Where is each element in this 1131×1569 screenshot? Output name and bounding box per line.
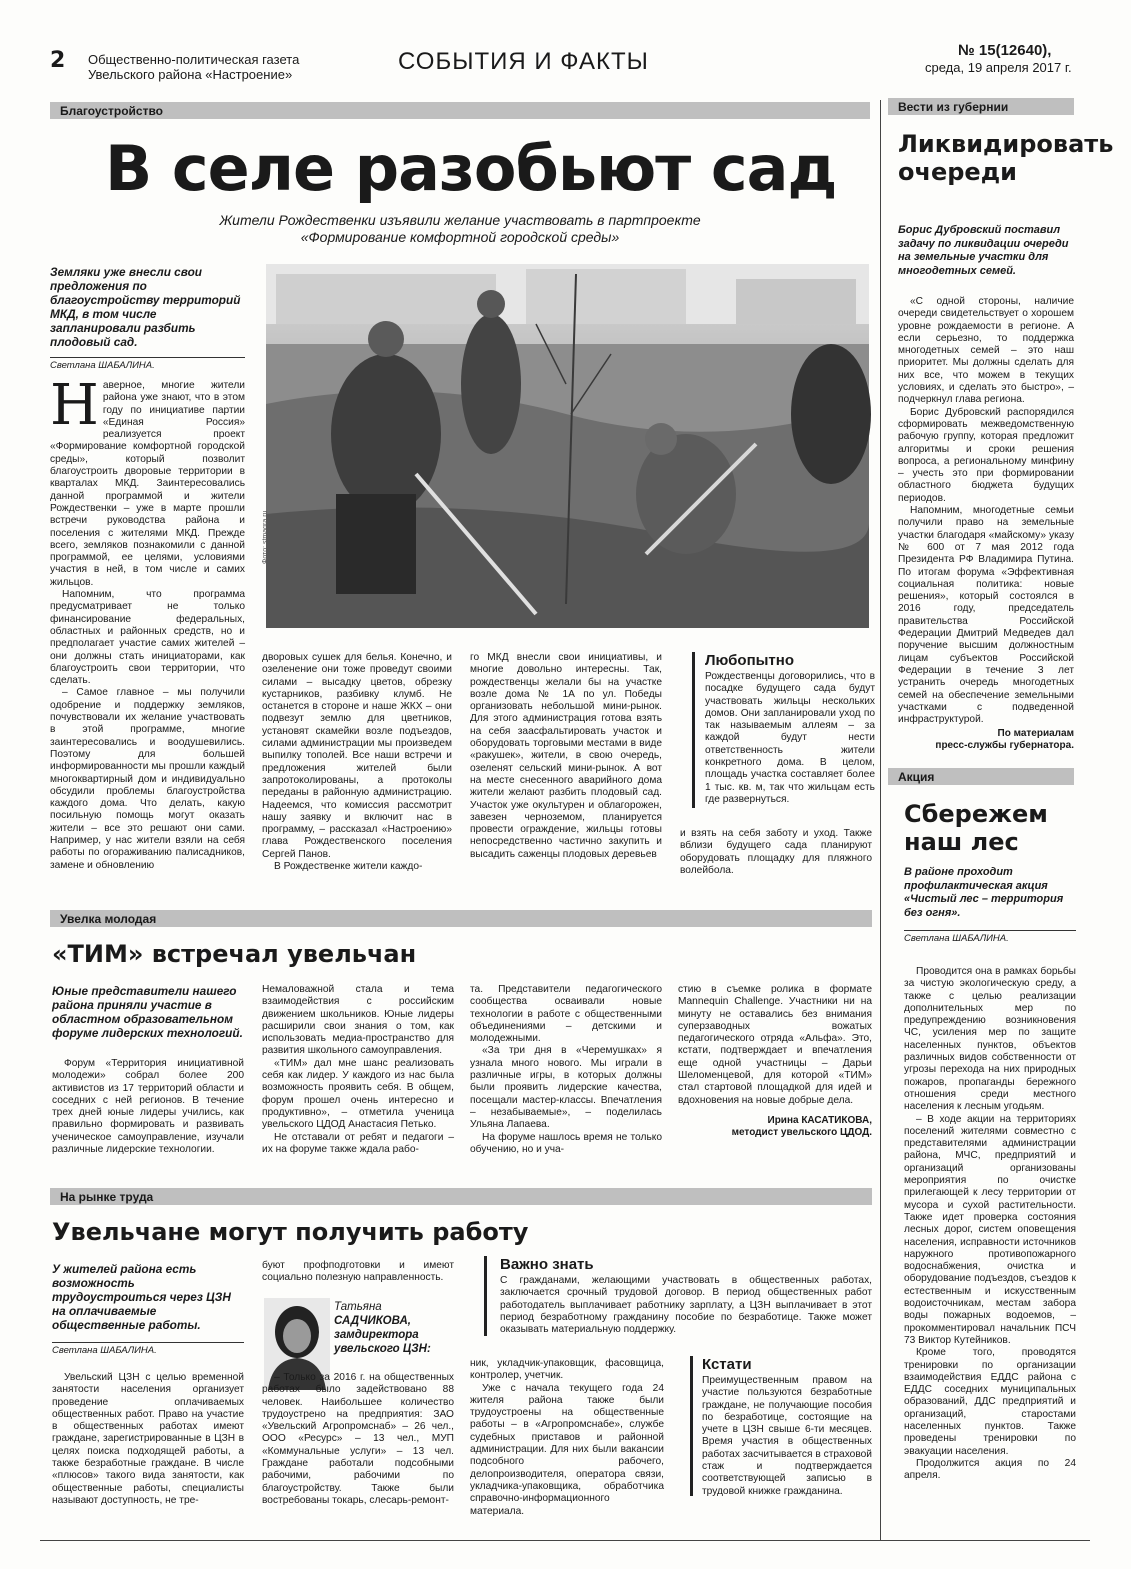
rubric-akciya: Акция [888, 768, 1074, 785]
article3-title: Увельчане могут получить работу [52, 1218, 529, 1246]
article2-col3-p3: На форуме нашлось время не только обучению, но и уча- [470, 1131, 662, 1155]
article2-col3 [470, 984, 662, 1156]
article1-col1-p2: Напомним, что программа предусматривает не только финансирование федеральных, областных и районных средств, но и предполагает участие самих жителей – они должны стать инициаторами, как благоустроить свои территории, что сделать. [50, 589, 245, 687]
article3-col1-p1: Увельский ЦЗН с целью временной занятости населения организует проведение оплачиваемых общественных работ. Право на участие в общественных работах имеют граждане, зарегистрированные в ЦЗН в целях поиска подходящей работы, а также безработные граждане. В числе «плюсов» такого вида занятости, как общественные работы, специалисты называют доступность, не тре- [52, 1372, 244, 1506]
page-header [0, 0, 1131, 100]
quote-name2: САДЧИКОВА, [334, 1315, 411, 1327]
article3-col3-p2: Уже с начала текущего года 24 жителя района также были трудоустроены на общественные работы – в «Агропромснабе», службе судебных приставов и районной администрации. Для них были вакансии подсобного рабочего, делопроизводителя, оператора связи, укладчика-упаковщика, обработчика справочно-информационного материала. [470, 1382, 664, 1517]
article3-lead: У жителей района есть возможность трудоустроиться через ЦЗН на оплачиваемые общественные работы. [52, 1262, 231, 1332]
article2-signature1: Ирина КАСАТИКОВА, [767, 1114, 872, 1126]
sidebar-rule [880, 100, 881, 1540]
article2-lead: Юные представители нашего района приняли участие в областном образовательном форуме лидерских технологий. [52, 984, 243, 1040]
article2-col2-p2: «ТИМ» дал мне шанс реализовать себя как лидер. У каждого из нас была возможность проявить себя. В общем, форум прошел очень интересно и продуктивно», – отметила ученица увельского ЦДОД Анастасия Петько. [262, 1057, 454, 1131]
rubric-uvelka: Увелка молодая [50, 910, 872, 927]
sidebar1-p3: Напомним, многодетные семьи получили право на земельные участки благодаря «майскому» указу № 600 от 7 мая 2012 года Президента РФ Владимира Путина. По итогам форума «Эффективная социальная политика: новые решения», который состоялся в 2016 году, председатель правительства Российской Федерации Дмитрий Медведев дал поручение высшим должностным лицам субъектов Российской Федерации в течение 3 лет устранить очередь многодетных семей на обеспечение земельными участками с подведенной инфраструктурой. [898, 505, 1074, 726]
sidebar1-p1: «С одной стороны, наличие очереди свидетельствует о хорошем уровне рождаемости в регионе. А если серьезно, то поддержка многодетных семей – это наш приоритет. Мы должны сделать для них все, что можем в текущих условиях, и сделать это быстро», – подчеркнул глава региона. [898, 296, 1074, 406]
article1-byline: Светлана ШАБАЛИНА. [50, 357, 245, 371]
article3-col2-top [262, 1260, 454, 1285]
box-lyubopytno-title: Любопытно [705, 652, 795, 669]
box-vazhno-rule [484, 1256, 487, 1336]
sidebar1-title: Ликвидировать очереди [898, 130, 1114, 186]
article2-col4 [678, 984, 872, 1139]
article3-col2-p1: – Только за 2016 г. на общественных работах было задействовано 88 человек. Наибольшее количество трудоустрено на предприятия: ЗАО «Увельский Агропромснаб» – 26 чел., ООО «Ресурс» – 13 чел., МУП «Коммунальные услуги» – 13 чел. Граждане работали подсобными рабочими, рабочими по благоустройству. Также были востребованы токарь, слесарь-ремонт- [262, 1372, 454, 1506]
article1-col2-p2: В Рождественке жители каждо- [274, 861, 423, 873]
article2-col4-p1: стию в съемке ролика в формате Mannequin Challenge. Участники ни на минуту не оставались без внимания суперзаводных вожатых педагогического отряда «Альфа». Это, кстати, подтверждает и впечатления еще одной участницы – Дарьи Шеломенцевой, для которой «ТИМ» стал стартовой площадкой для идей и вдохновения на новые добрые дела. [678, 984, 872, 1106]
article3-col3 [470, 1358, 664, 1518]
article1-col4-p1: и взять на себя заботу и уход. Также вблизи будущего сада планируют оборудовать площадку для пляжного волейбола. [680, 828, 872, 876]
article1-col1-p3: – Самое главное – мы получили одобрение и поддержку земляков, почувствовали их желание участвовать в этой программе, многие заинтересовались и воодушевились. Поэтому для большей информированности мы прошли каждый многоквартирный дом и индивидуально обсудили проблемы благоустройства каждого дома. Что делать, какую посильную помощь могут оказать жители – все это решают они сами. Например, у нас жители взяли на себя работы по огораживанию палисадников, замене и обновлению [50, 687, 245, 871]
article1-photo [262, 264, 869, 628]
article2-col3-p2: «За три дня в «Черемушках» я узнала много нового. Мы играли в различные игры, в которых должны были проявить лидерские качества, посещали мастер-классы. Впечатления – незабываемые», – поделилась Ульяна Лапаева. [470, 1045, 662, 1131]
article3-col1 [52, 1372, 244, 1507]
box-kstati-text: Преимущественным правом на участие пользуются безработные граждане, не получающие пособия по безработице, состоящие на учете в ЦЗН свыше 6-ти месяцев. Время участия в общественных работах засчитывается в страховой стаж и подтверждается соответствующей записью в трудовой книжке гражданина. [702, 1375, 872, 1497]
issue-number: № 15(12640), [958, 42, 1052, 59]
box-vazhno-text: С гражданами, желающими участвовать в общественных работах, заключается срочный трудовой договор. В период общественных работ работодатель выплачивает работнику зарплату, а ЦЗН выплачивает в этот период безработному гражданину пособие по безработице. Также может оказывать материальную поддержку. [500, 1275, 872, 1336]
sidebar1-body [898, 296, 1074, 752]
box-lyubopytno [705, 652, 875, 806]
sidebar2-body [904, 966, 1076, 1482]
quote-role: замдиректора увельского ЦЗН: [334, 1329, 431, 1355]
box-lyubopytno-text: Рождественцы договорились, что в посадке будущего сада будут участвовать жильцы нескольких домов. Они запланировали уход по так называемым аллеям – за каждой будут нести ответственность жители конкретного дома. В целом, площадь участка составляет более 1 тыс. кв. м, так что жильцам есть где развернуться. [705, 671, 875, 805]
dropcap: Н [50, 373, 99, 438]
article1-col3 [470, 652, 662, 861]
rubric-vesti: Вести из губернии [888, 98, 1074, 115]
article3-col2 [262, 1372, 454, 1507]
article2-col1 [52, 1058, 244, 1156]
page-number: 2 [50, 48, 66, 73]
article2-col2 [262, 984, 454, 1156]
sidebar2-title: Сбережем наш лес [904, 800, 1048, 856]
sidebar2-p3: Кроме того, проводятся тренировки по организации взаимодействия ЕДДС района с ЕДДС соседних муниципальных образований, ДДС предприятий и организаций, старостами населенных пунктов. Также проведены тренировки по эвакуации населения. [904, 1347, 1076, 1457]
quote-name [334, 1300, 454, 1356]
article2-col2-p1: Немаловажной стала и тема взаимодействия с российским движением школьников. Юные лидеры расширили свои знания о том, как использовать медиа-пространство для развития школьного самоуправления. [262, 984, 454, 1057]
article1-col1 [50, 373, 245, 872]
article2-title: «ТИМ» встречал увельчан [52, 940, 417, 968]
section-title: СОБЫТИЯ И ФАКТЫ [398, 48, 649, 75]
article1-col2-p1: дворовых сушек для белья. Конечно, и озеленение они тоже проведут своими силами – высадку цветов, обрезку кустарников, разбивку клумб. Не останется в стороне и наше ЖКХ – они подвезут землю для цветников, установят скамейки возле подъездов, силами администрации мы произведем выпилку тополей. Все наши встречи и предложения жителей были запротоколированы, а протоколы переданы в районную администрацию. Надеемся, что комиссия рассмотрит нашу заявку и включит нас в программу, – рассказал «Настроению» глава Рождественского поселения Сергей Панов. [262, 652, 452, 860]
paper-name-line2: Увельского района «Настроение» [88, 67, 293, 82]
box-vazhno-title: Важно знать [500, 1256, 594, 1273]
article1-lead: Земляки уже внесли свои предложения по благоустройству территорий МКД, в том числе запланировали разбить плодовый сад. [50, 265, 241, 349]
article2-col1-p1: Форум «Территория инициативной молодежи» собрал более 200 активистов из 17 территорий области и соседних с ней регионов. В течение трех дней юные лидеры учились, как правильно формировать и развивать ученическое самоуправление, изучали различные лидерские технологии. [52, 1058, 244, 1156]
issue-date: среда, 19 апреля 2017 г. [925, 60, 1072, 75]
sidebar2-byline: Светлана ШАБАЛИНА. [904, 930, 1076, 944]
article1-col4 [680, 828, 872, 877]
rubric-rynok: На рынке труда [50, 1188, 872, 1205]
sidebar2-lead: В районе проходит профилактическая акция «Чистый лес – территория без огня». [904, 866, 1064, 919]
page-bottom-rule [40, 1540, 1090, 1541]
article1-col3-p1: го МКД внесли свои инициативы, и многие довольно интересны. Так, рождественцы желали бы на участке возле дома № 1А по ул. Победы организовать небольшой мини-рынок. Для этого администрация готова взять на себя заасфальтировать участок и оборудовать торговыми местами в виде «ракушек», жители, в свою очередь, озеленят сельский мини-рынок. А вот на месте снесенного аварийного дома жители желают разбить плодовый сад. Участок уже окультурен и облагорожен, завезен черноземом, планируется провести ограждение, жильцы готовы непосредственно частично закупить и высадить саженцы плодовых деревьев [470, 652, 662, 860]
article2-col2-p3: Не отставали от ребят и педагоги – их на форуме также ждала рабо- [262, 1131, 454, 1155]
article1-col1-p1: аверное, многие жители района уже знают, что в этом году по инициативе партии «Единая Россия» реализуется проект «Формирование комфортной городской среды», который позволит благоустроить дворовые территории в кварталах МКД. Заинтересовались данной программой и жители Рождественки – уже в марте прошли встречи руководства района и поселения с жителями МКД. Прежде всего, земляков познакомили с данной программой, ее целями, условиями участия в ней, в том числе и самих жильцов. [50, 380, 245, 588]
quote-name1: Татьяна [334, 1301, 382, 1313]
photo-illustration [266, 264, 869, 628]
box-kstati-rule [690, 1356, 693, 1496]
sidebar2-p2: – В ходе акции на территориях поселений жителями совместно с представителями администрации района, МЧС, предприятий и организаций организованы мероприятия по очистке прилегающей к лесу территории от мусора и сухой растительности. Также идет проверка состояния лесных дорог, систем оповещения населения, исправности источников наружного противопожарного водоснабжения, очистка и оборудование подъездов, съездов к естественным и искусственным водоисточникам, местам забора воды пожарных водоемов, – прокомментировал начальник ПСЧ 73 Виктор Кутейников. [904, 1113, 1076, 1346]
article1-subtitle: Жители Рождественки изъявили желание участвовать в партпроекте «Формирование комфортной городской среды» [219, 212, 701, 245]
article1-title: В селе разобьют сад [105, 132, 837, 205]
article2-signature2: методист увельского ЦДОД. [731, 1126, 872, 1138]
sidebar1-signature2: пресс-службы губернатора. [935, 740, 1074, 752]
box-rule [692, 652, 695, 808]
sidebar1-lead: Борис Дубровский поставил задачу по ликвидации очереди на земельные участки для многодетных семей. [898, 224, 1069, 277]
sidebar1-signature1: По материалам [997, 728, 1074, 740]
box-kstati [702, 1356, 872, 1498]
article1-col2 [262, 652, 452, 873]
sidebar2-p4: Продолжится акция по 24 апреля. [904, 1457, 1076, 1482]
article3-col3-p1: ник, укладчик-упаковщик, фасовщица, контролер, учетчик. [470, 1358, 664, 1382]
article3-col2-top-p: буют профподготовки и имеют социально полезную направленность. [262, 1260, 454, 1284]
article2-col3-p1: та. Представители педагогического сообщества осваивали новые технологии в работе с общественными объединениями – детскими и молодежными. [470, 984, 662, 1045]
box-kstati-title: Кстати [702, 1356, 752, 1373]
sidebar2-p1: Проводится она в рамках борьбы за чистую экологическую среду, а также с целью реализации дополнительных мер по предупреждению возникновения ЧС, усиления мер по защите населенных пунктов, объектов различных видов собственности от угрозы перехода на них природных пожаров, пропаганды бережного отношения среди местного населения к лесным угодьям. [904, 966, 1076, 1113]
article3-byline: Светлана ШАБАЛИНА. [52, 1342, 244, 1356]
photo-credit: Фото: stmagra.ru [262, 510, 269, 564]
sidebar1-p2: Борис Дубровский распорядился сформировать межведомственную рабочую группу, которая предложит алгоритмы и сроки решения вопроса, а региональному минфину – учесть это при формировании областного бюджета будущих периодов. [898, 406, 1074, 504]
paper-name-line1: Общественно-политическая газета [88, 52, 300, 67]
rubric-blagoustroystvo: Благоустройство [50, 102, 870, 119]
box-vazhno [500, 1256, 872, 1336]
